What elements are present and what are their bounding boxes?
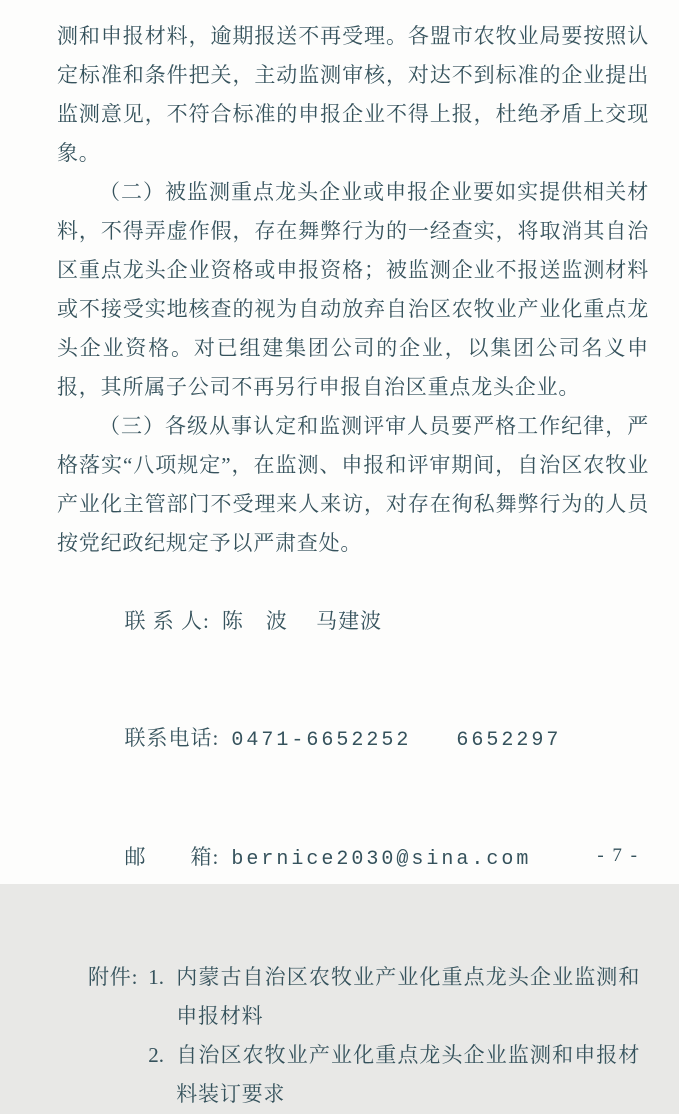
attachments-list bbox=[148, 958, 640, 1114]
attachment-item-1-number: 1. bbox=[148, 965, 164, 989]
contact-person-label: 联 系 人: bbox=[124, 609, 210, 633]
attachment-item-1 bbox=[148, 958, 640, 1036]
attachments-label: 附件: bbox=[88, 965, 139, 989]
contact-email-label: 邮 箱: bbox=[124, 845, 220, 869]
page-number: - 7 - bbox=[597, 845, 639, 866]
paragraph-continuation: 测和申报材料，逾期报送不再受理。各盟市农牧业局要按照认定标准和条件把关，主动监测审核，对达不到标准的企业提出监测意见，不符合标准的申报企业不得上报，杜绝矛盾上交现象。 bbox=[57, 24, 649, 165]
attachment-item-1-title: 内蒙古自治区农牧业产业化重点龙头企业监测和申报材料 bbox=[176, 965, 641, 1028]
paragraph-item-3: （三）各级从事认定和监测评审人员要严格工作纪律，严格落实“八项规定”，在监测、申报和评审期间，自治区农牧业产业化主管部门不受理来人来访，对存在徇私舞弊行为的人员按党纪政纪规定予以严肃查处。 bbox=[57, 414, 649, 555]
attachment-item-2-title: 自治区农牧业产业化重点龙头企业监测和申报材料装订要求 bbox=[176, 1043, 641, 1106]
attachment-item-2 bbox=[148, 1036, 640, 1114]
contact-phone-numbers: 0471-6652252 6652297 bbox=[231, 729, 562, 752]
contact-phone-label: 联系电话: bbox=[124, 726, 220, 750]
contact-info-block bbox=[0, 563, 679, 918]
contact-email-line bbox=[93, 799, 649, 918]
contact-phone-line bbox=[93, 680, 649, 799]
contact-person-names: 陈 波 马建波 bbox=[221, 609, 383, 633]
attachments-block bbox=[0, 958, 679, 1114]
attachment-item-2-number: 2. bbox=[148, 1043, 164, 1067]
contact-email-address: bernice2030@sina.com bbox=[231, 848, 532, 871]
paragraph-item-2: （二）被监测重点龙头企业或申报企业要如实提供相关材料，不得弄虚作假，存在舞弊行为的一经查实，将取消其自治区重点龙头企业资格或申报资格；被监测企业不报送监测材料或不接受实地核查的视为自动放弃自治区农牧业产业化重点龙头企业资格。对已组建集团公司的企业，以集团公司名义申报，其所属子公司不再另行申报自治区重点龙头企业。 bbox=[57, 180, 649, 399]
contact-person-line bbox=[93, 563, 649, 680]
